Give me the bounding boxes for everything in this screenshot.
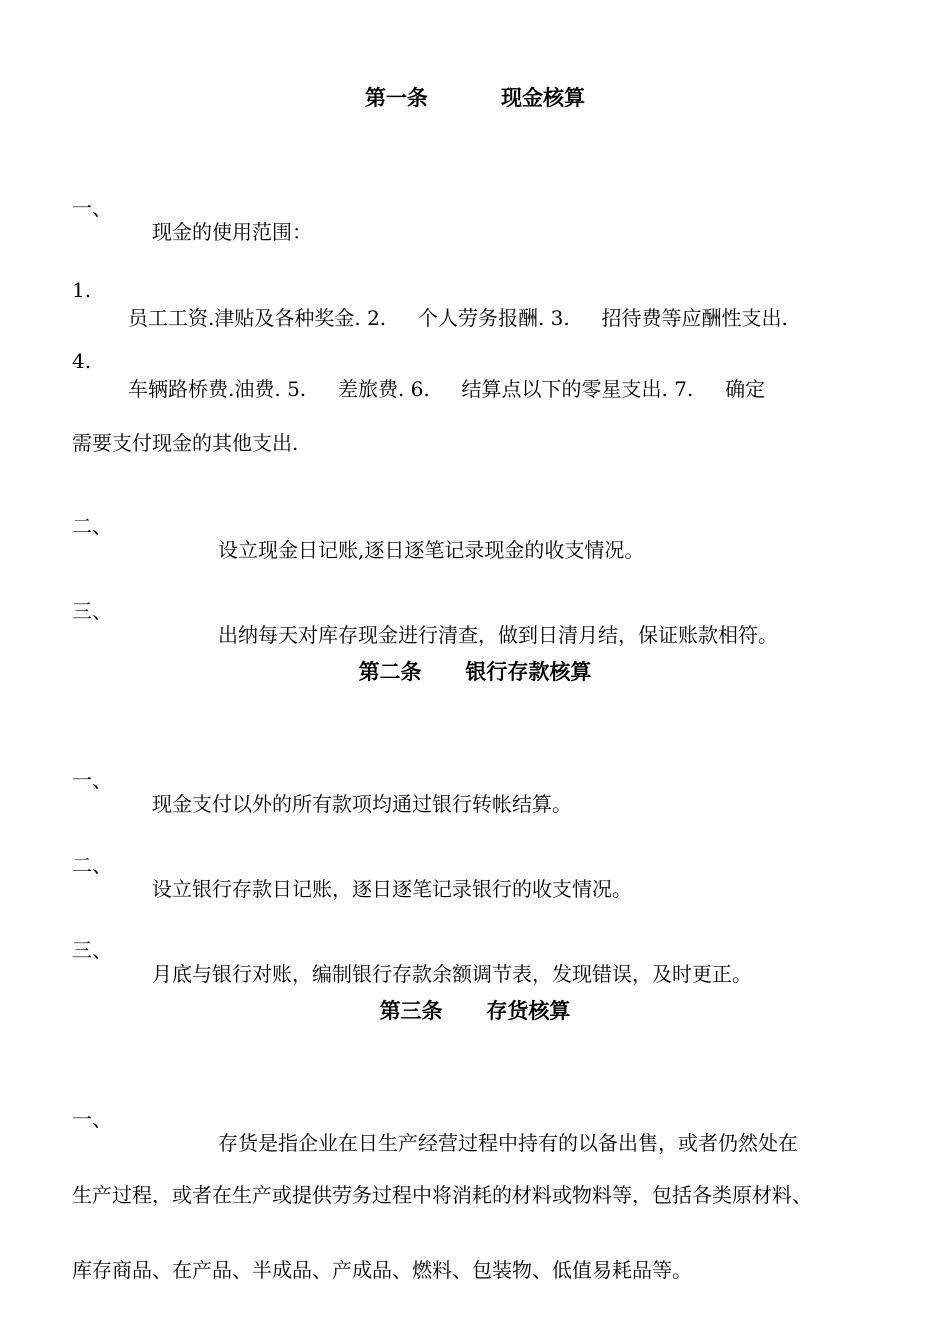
s1-item-1-num: 一、 <box>72 196 112 220</box>
s2-item-2-num: 二、 <box>72 853 112 877</box>
s1-line-3-text: 车辆路桥费.油费. 5. 差旅费. 6. 结算点以下的零星支出. 7. 确定 <box>128 377 766 401</box>
s2-item-3-num: 三、 <box>72 938 112 962</box>
s1-item-3-row <box>72 571 778 667</box>
s1-line-3-num: 4. <box>72 349 92 373</box>
s2-item-3-row <box>72 910 752 1006</box>
s3-item-1-num: 一、 <box>72 1107 112 1131</box>
s1-line-2-num: 1. <box>72 278 92 302</box>
section-2-heading: 第二条 银行存款核算 <box>358 659 592 684</box>
s2-item-2-text: 设立银行存款日记账，逐日逐笔记录银行的收支情况。 <box>152 877 632 901</box>
s1-item-1-text: 现金的使用范围： <box>152 220 312 244</box>
section-3-heading: 第三条 存货核算 <box>379 998 571 1023</box>
s3-line-3 <box>72 1230 692 1302</box>
s1-item-1-row <box>72 168 312 264</box>
s1-item-3-text: 出纳每天对库存现金进行清查，做到日清月结，保证账款相符。 <box>218 623 778 647</box>
s1-line-4-text: 需要支付现金的其他支出. <box>72 431 299 455</box>
s3-item-1-text: 存货是指企业在日生产经营过程中持有的以备出售，或者仍然处在 <box>218 1131 798 1155</box>
s1-item-3-num: 三、 <box>72 599 112 623</box>
s2-item-2-row <box>72 825 632 921</box>
s1-item-2-num: 二、 <box>72 514 112 538</box>
s3-line-3-text: 库存商品、在产品、半成品、产成品、燃料、包装物、低值易耗品等。 <box>72 1258 692 1282</box>
s3-line-2-text: 生产过程，或者在生产或提供劳务过程中将消耗的材料或物料等，包括各类原材料、 <box>72 1183 812 1207</box>
s2-item-1-num: 一、 <box>72 768 112 792</box>
s2-item-3-text: 月底与银行对账，编制银行存款余额调节表，发现错误，及时更正。 <box>152 962 752 986</box>
s2-item-1-text: 现金支付以外的所有款项均通过银行转帐结算。 <box>152 792 572 816</box>
s1-item-2-text: 设立现金日记账,逐日逐笔记录现金的收支情况。 <box>218 538 645 562</box>
s2-item-1-row <box>72 740 572 836</box>
s1-item-2-row <box>72 486 645 582</box>
section-1-heading: 第一条 现金核算 <box>364 85 586 110</box>
s1-line-2-text: 员工工资.津贴及各种奖金. 2. 个人劳务报酬. 3. 招待费等应酬性支出. <box>128 306 788 330</box>
s1-line-4 <box>72 403 299 475</box>
s3-line-2 <box>72 1155 812 1227</box>
